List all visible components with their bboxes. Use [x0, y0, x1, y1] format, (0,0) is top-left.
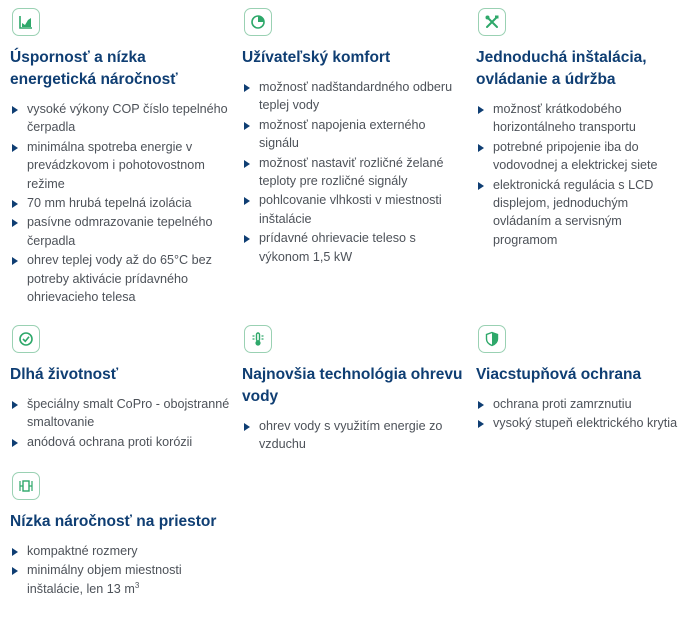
list-item: [10, 561, 235, 598]
feature-lifetime: [10, 325, 235, 452]
list-item: ohrev vody s využitím energie zo vzduchu: [242, 417, 467, 454]
efficiency-chart-icon: [12, 8, 40, 36]
shield-icon: [478, 325, 506, 353]
list-item: pohlcovanie vlhkosti v miestnosti inštalácie: [242, 191, 467, 228]
feature-comfort: [242, 8, 467, 267]
feature-title: Najnovšia technológia ohrevu vody: [242, 366, 463, 405]
feature-efficiency: [10, 8, 235, 307]
feature-technology: [242, 325, 467, 455]
list-item: pasívne odmrazovanie tepelného čerpadla: [10, 213, 235, 250]
list-item: špeciálny smalt CoPro - obojstranné smaltovanie: [10, 395, 235, 432]
feature-title: Viacstupňová ochrana: [476, 366, 642, 383]
comfort-gauge-icon: [244, 8, 272, 36]
feature-title: Užívateľský komfort: [242, 49, 391, 66]
list-item: možnosť nastaviť rozličné želané teploty pre rozličné signály: [242, 154, 467, 191]
list-item: možnosť napojenia externého signálu: [242, 116, 467, 153]
list-item: potrebné pripojenie iba do vodovodnej a elektrickej siete: [476, 138, 681, 175]
feature-installation: [476, 8, 681, 250]
feature-title: Úspornosť a nízka energetická náročnosť: [10, 49, 178, 88]
list-item: vysoký stupeň elektrického krytia: [476, 414, 681, 432]
list-item: možnosť nadštandardného odberu teplej vody: [242, 78, 467, 115]
feature-list: [476, 100, 681, 249]
feature-list: [476, 395, 681, 433]
list-item: 70 mm hrubá tepelná izolácia: [10, 194, 235, 212]
feature-list: [242, 78, 467, 266]
list-item: kompaktné rozmery: [10, 542, 235, 560]
feature-protection: [476, 325, 681, 434]
feature-title: Jednoduchá inštalácia, ovládanie a údržba: [476, 49, 647, 88]
list-item: vysoké výkony COP číslo tepelného čerpadla: [10, 100, 235, 137]
feature-list: [242, 417, 467, 454]
list-item: minimálna spotreba energie v prevádzkovom i pohotovostnom režime: [10, 138, 235, 193]
list-item: anódová ochrana proti korózii: [10, 433, 235, 451]
tools-icon: [478, 8, 506, 36]
compact-size-icon: [12, 472, 40, 500]
list-item: elektronická regulácia s LCD displejom, jednoduchým ovládaním a servisným programom: [476, 176, 681, 250]
superscript-exponent: 3: [134, 580, 140, 590]
list-item-text: minimálny objem miestnosti inštalácie, len 13 m: [27, 563, 182, 596]
feature-list: [10, 395, 235, 451]
feature-list: [10, 100, 235, 306]
list-item: ohrev teplej vody až do 65°C bez potreby aktivácie prídavného ohrievacieho telesa: [10, 251, 235, 306]
thermometer-icon: [244, 325, 272, 353]
list-item: možnosť krátkodobého horizontálneho transportu: [476, 100, 681, 137]
feature-list: [10, 542, 235, 598]
feature-space: [10, 472, 235, 599]
lifetime-clock-icon: [12, 325, 40, 353]
feature-title: Dlhá životnosť: [10, 366, 119, 383]
list-item: prídavné ohrievacie teleso s výkonom 1,5 kW: [242, 229, 467, 266]
list-item: ochrana proti zamrznutiu: [476, 395, 681, 413]
feature-title: Nízka náročnosť na priestor: [10, 513, 217, 530]
